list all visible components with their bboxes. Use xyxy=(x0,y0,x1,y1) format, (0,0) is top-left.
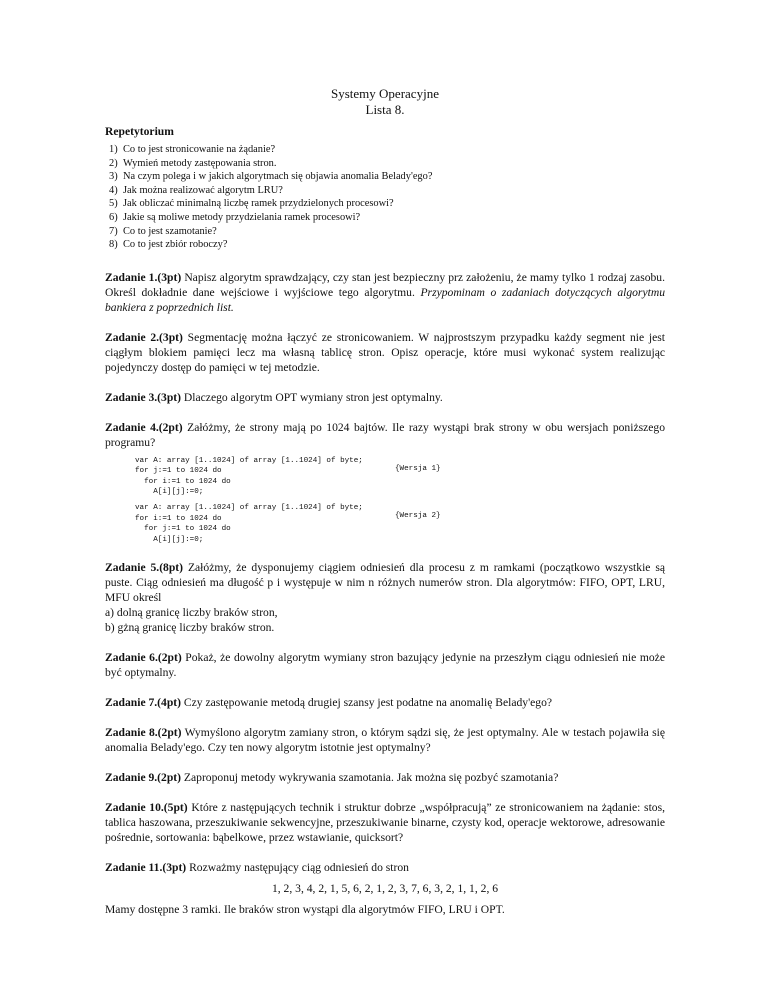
task-text: Które z następujących technik i struktur dobrze „współpracują” ze stronicowaniem na żądanie: stos, tablica haszowana, przeszukiwanie sekwencyjne, przeszukiwanie binarne, czysty kod, operacje wektorowe, adresowanie pośrednie, sortowania: bąbelkowe, przez wstawianie, quicksort? xyxy=(105,801,665,844)
task-heading: Zadanie 5.(8pt) xyxy=(105,561,184,574)
review-item xyxy=(109,157,665,171)
review-item-text: Jak można realizować algorytm LRU? xyxy=(123,184,283,196)
task-9 xyxy=(105,770,665,785)
review-item-number: 2) xyxy=(109,157,118,169)
task-heading: Zadanie 2.(3pt) xyxy=(105,330,183,344)
code-listing: var A: array [1..1024] of array [1..1024] of byte; for i:=1 to 1024 do for j:=1 to 1024 do A[i][j]:=0; xyxy=(135,504,363,544)
task-text: Wymyślono algorytm zamiany stron, o którym sądzi się, że jest optymalny. Ale w testach pojawiła się anomalia Belady'ego. Czy ten nowy algorytm istotnie jest optymalny? xyxy=(105,726,665,754)
review-item xyxy=(109,197,665,211)
task-heading: Zadanie 1.(3pt) xyxy=(105,270,182,284)
code-block-version-1 xyxy=(105,456,665,498)
task-heading: Zadanie 4.(2pt) xyxy=(105,420,183,434)
task-heading: Zadanie 11.(3pt) xyxy=(105,861,187,874)
review-item-number: 5) xyxy=(109,198,118,210)
review-item-number: 1) xyxy=(109,144,118,155)
task-text: Segmentację można łączyć ze stronicowaniem. W najprostszym przypadku każdy segment nie jest ciągłym blokiem pamięci lecz ma własną tablicę stron. Opisz operacje, które musi wykonać system realizując pojedynczy dostęp do pamięci w tej metodzie. xyxy=(105,330,665,374)
document-subtitle: Lista 8. xyxy=(365,102,405,117)
review-item-number: 4) xyxy=(109,184,118,196)
task-text-after: Mamy dostępne 3 ramki. Ile braków stron wystąpi dla algorytmów FIFO, LRU i OPT. xyxy=(105,903,505,916)
review-item-number: 6) xyxy=(109,211,118,223)
task-subitem-a: a) dolną granicę liczby braków stron, xyxy=(105,606,278,619)
review-item-text: Na czym polega i w jakich algorytmach się objawia anomalia Belady'ego? xyxy=(123,171,433,183)
task-heading: Zadanie 7.(4pt) xyxy=(105,696,182,709)
task-8 xyxy=(105,725,665,755)
task-text: Załóżmy, że strony mają po 1024 bajtów. Ile razy wystąpi brak strony w obu wersjach poniższego programu? xyxy=(105,420,665,449)
task-7 xyxy=(105,695,665,710)
review-item-text: Co to jest stronicowanie na żądanie? xyxy=(123,144,276,155)
review-item xyxy=(109,211,665,225)
task-2 xyxy=(105,330,665,375)
task-4 xyxy=(105,420,665,545)
review-item xyxy=(109,225,665,239)
version-label: {Wersja 1} xyxy=(395,464,441,473)
task-text: Dlaczego algorytm OPT wymiany stron jest optymalny. xyxy=(183,390,443,404)
task-1 xyxy=(105,270,665,315)
review-item-text: Wymień metody zastępowania stron. xyxy=(123,157,277,169)
task-heading: Zadanie 3.(3pt) xyxy=(105,390,182,404)
task-5 xyxy=(105,560,665,635)
task-10 xyxy=(105,800,665,845)
task-heading: Zadanie 10.(5pt) xyxy=(105,801,188,814)
review-list xyxy=(105,143,665,252)
task-note: Przypominam o zadaniach dotyczących algorytmu bankiera z poprzednich list. xyxy=(105,285,665,314)
code-listing: var A: array [1..1024] of array [1..1024] of byte; for j:=1 to 1024 do for i:=1 to 1024 do A[i][j]:=0; xyxy=(135,456,363,496)
task-text: Napisz algorytm sprawdzający, czy stan jest bezpieczny prz założeniu, że mamy tylko 1 rodzaj zasobu. Określ dokładnie dane wejściowe i wyjściowe tego algorytmu. xyxy=(105,270,665,299)
review-item xyxy=(109,143,665,157)
review-item-text: Jakie są moliwe metody przydzielania ramek procesowi? xyxy=(123,211,361,223)
review-item xyxy=(109,184,665,198)
reference-sequence: 1, 2, 3, 4, 2, 1, 5, 6, 2, 1, 2, 3, 7, 6, 3, 2, 1, 1, 2, 6 xyxy=(271,882,499,895)
review-item-text: Jak obliczać minimalną liczbę ramek przydzielonych procesowi? xyxy=(123,198,394,210)
task-heading: Zadanie 9.(2pt) xyxy=(105,771,182,784)
review-item-number: 7) xyxy=(109,225,118,237)
version-label: {Wersja 2} xyxy=(395,512,441,521)
task-heading: Zadanie 8.(2pt) xyxy=(105,726,182,739)
task-text: Czy zastępowanie metodą drugiej szansy jest podatne na anomalię Belady'ego? xyxy=(183,696,553,709)
task-heading: Zadanie 6.(2pt) xyxy=(105,651,182,664)
document-title: Systemy Operacyjne xyxy=(331,86,439,101)
task-6 xyxy=(105,650,665,680)
document-page xyxy=(105,86,665,917)
review-item-text: Co to jest zbiór roboczy? xyxy=(123,239,228,251)
review-heading: Repetytorium xyxy=(105,125,174,138)
code-block-version-2 xyxy=(105,503,665,545)
task-subitem-b: b) gżną granicę liczby braków stron. xyxy=(105,621,275,634)
review-item-number: 3) xyxy=(109,171,118,183)
review-item-number: 8) xyxy=(109,239,118,251)
review-item xyxy=(109,170,665,184)
task-text: Rozważmy następujący ciąg odniesień do stron xyxy=(189,861,409,874)
review-item-text: Co to jest szamotanie? xyxy=(123,225,217,237)
task-3 xyxy=(105,390,665,405)
task-11 xyxy=(105,860,665,917)
document-header xyxy=(105,86,665,118)
task-text: Zaproponuj metody wykrywania szamotania. Jak można się pozbyć szamotania? xyxy=(183,771,559,784)
task-text: Pokaż, że dowolny algorytm wymiany stron bazujący jedynie na przeszłym ciągu odniesień nie może być optymalny. xyxy=(105,651,665,679)
task-text: Załóżmy, że dysponujemy ciągiem odniesień dla procesu z m ramkami (początkowo wszystkie są puste. Ciąg odniesień ma długość p i występuje w nim n różnych numerów stron. Dla algorytmów: FIFO, OPT, LRU, MFU określ xyxy=(105,561,666,604)
review-item xyxy=(109,238,665,252)
